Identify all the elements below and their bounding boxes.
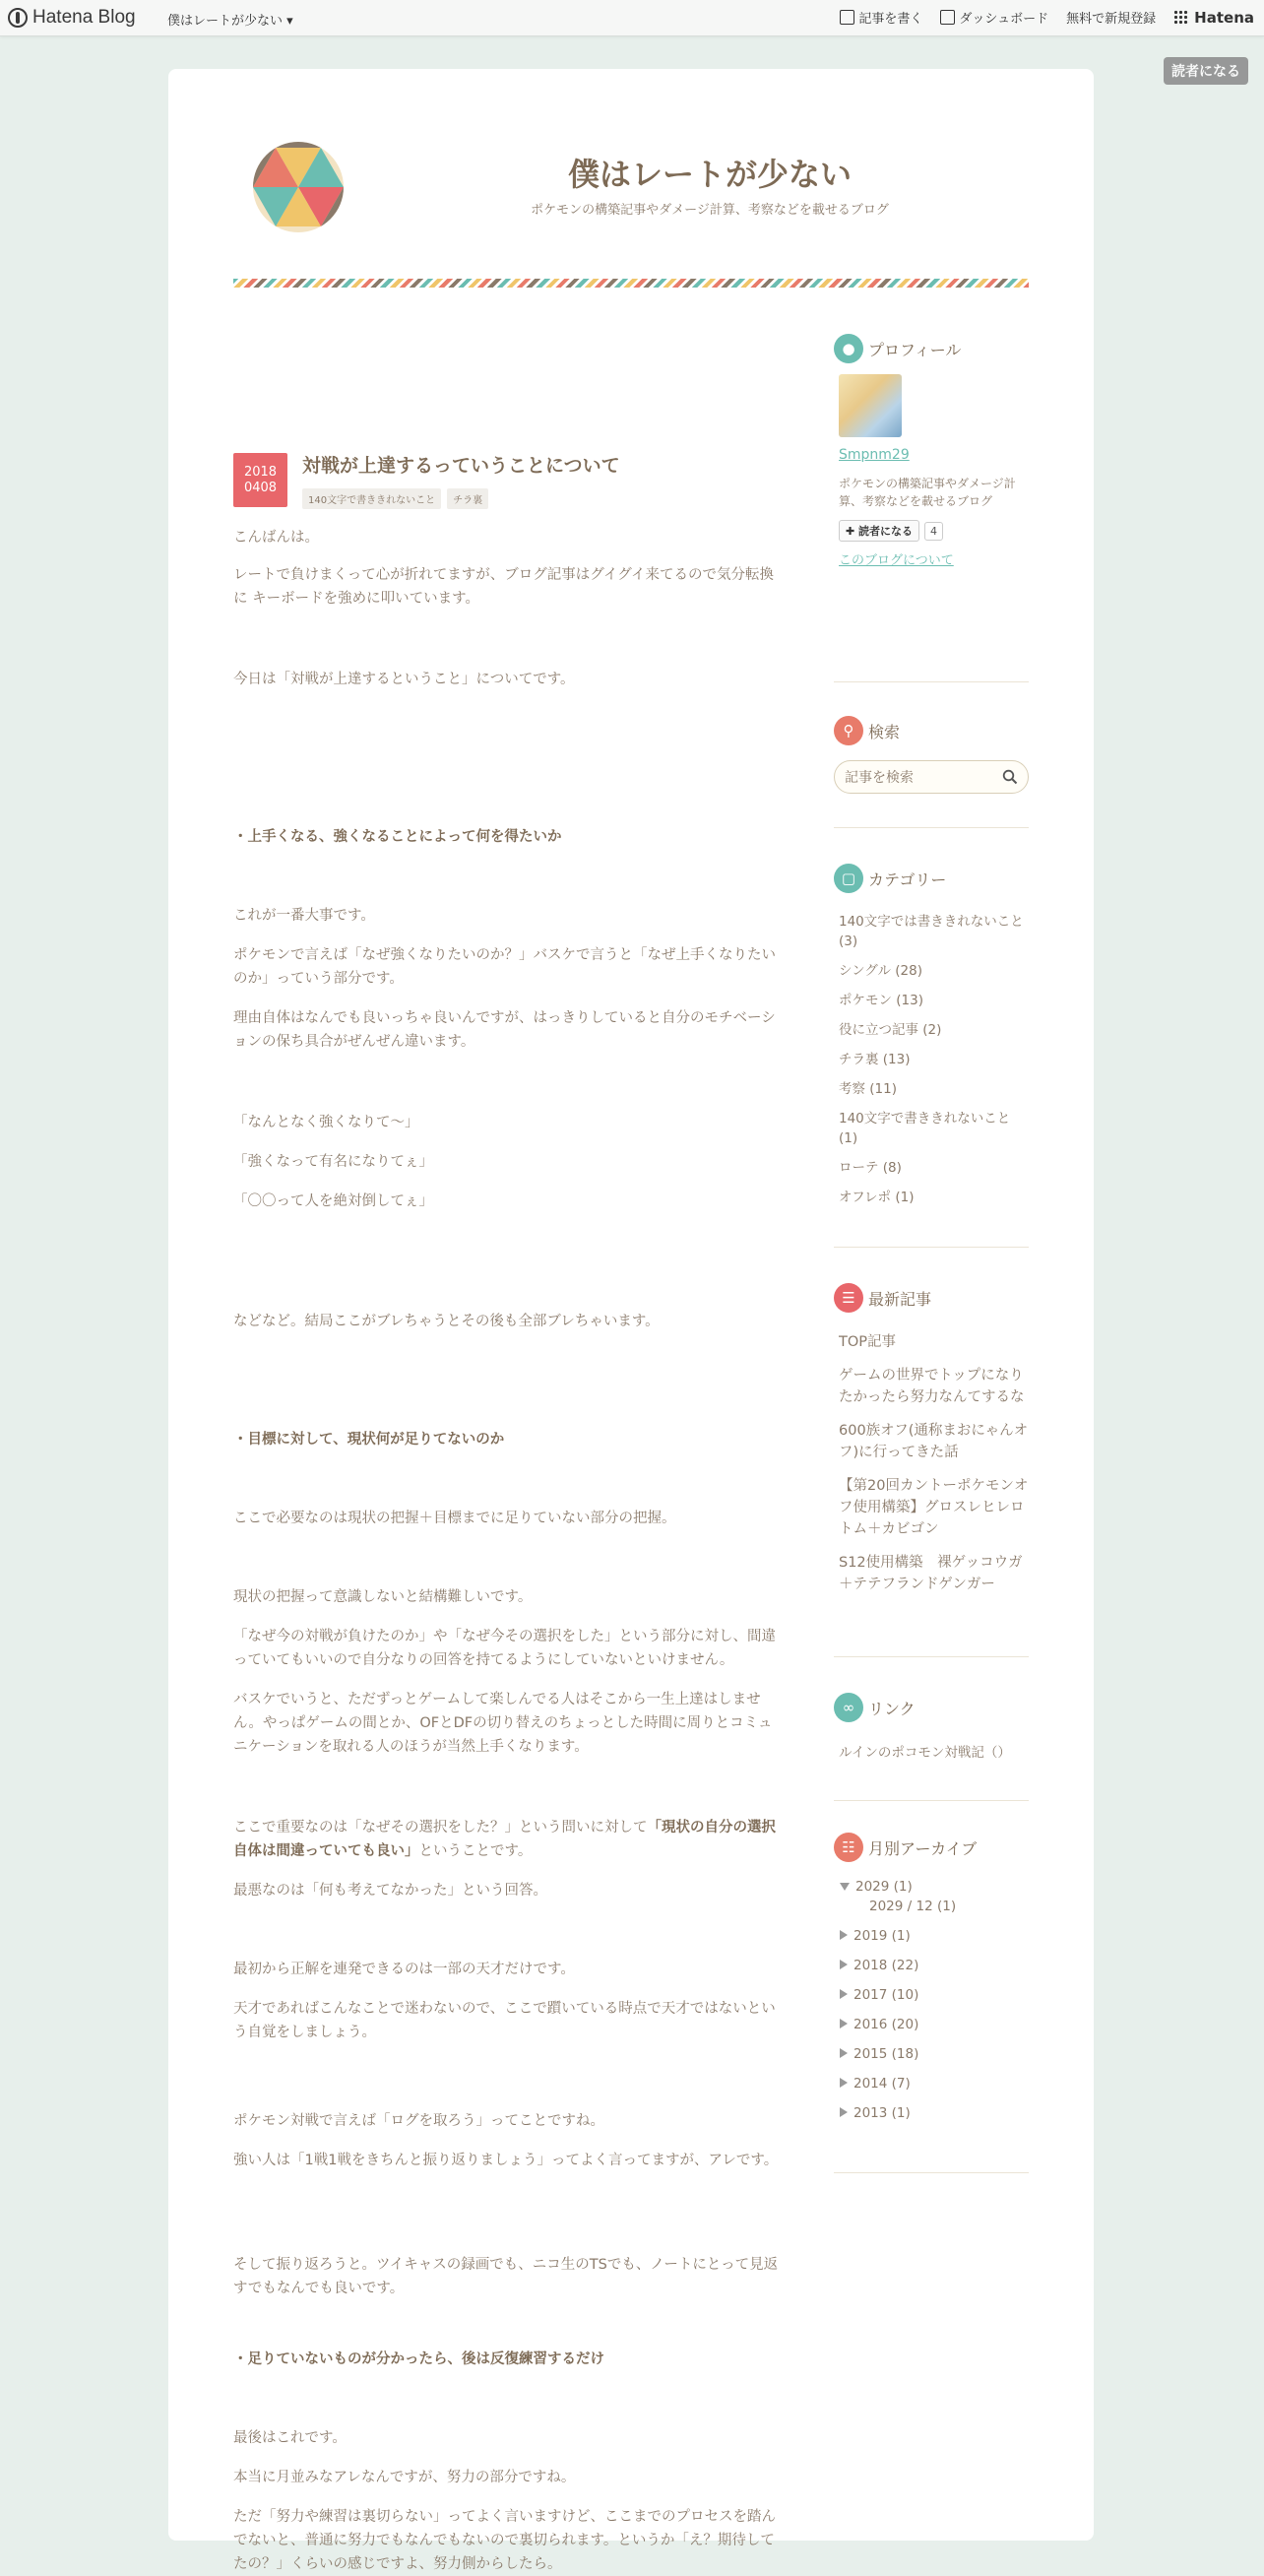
chevron-right-icon	[840, 1960, 848, 1969]
category-item[interactable]: シングル (28)	[839, 963, 922, 979]
search-module	[834, 715, 1029, 794]
entry-category-tag[interactable]: チラ裏	[447, 488, 488, 509]
paragraph: 天才であればこんなことで迷わないので、ここで躓いている時点で天才ではないという自覚をしましょう。	[233, 2001, 776, 2040]
recent-entry-link[interactable]: TOP記事	[839, 1334, 897, 1350]
entry-date[interactable]	[233, 453, 287, 507]
paragraph: 今日は「対戦が上達するということ」についてです。	[233, 672, 575, 687]
archive-year-label: 2015 (18)	[853, 2046, 919, 2062]
subscriber-count: 4	[924, 522, 943, 541]
profile-description: ポケモンの構築記事やダメージ計算、考察などを載せるブログ	[839, 477, 1016, 508]
recent-entry-link[interactable]: 【第20回カントーポケモンオフ使用構築】グロスレヒレロトム＋カビゴン	[839, 1478, 1029, 1537]
paragraph: 「なぜ今の対戦が負けたのか」や「なぜ今その選択をした」という部分に対し、間違っていてもいいので自分なりの回答を持てるようにしていないといけません。	[233, 1629, 776, 1668]
dashboard-label: ダッシュボード	[959, 12, 1049, 27]
magnifier-icon[interactable]	[1002, 769, 1018, 785]
links-module-title	[834, 1692, 1029, 1723]
archive-year[interactable]	[834, 2015, 1029, 2044]
blog-container	[168, 69, 1094, 2572]
dashboard-link[interactable]	[940, 8, 1048, 27]
archive-title-text: 月別アーカイブ	[868, 1838, 978, 1858]
chevron-right-icon	[840, 1989, 848, 1999]
paragraph: ただ「努力や練習は裏切らない」ってよく言いますけど、ここまでのプロセスを踏んでないと、普通に努力でもなんでもないので裏切られます。というか「え？期待してたの？」くらいの感じですよ、努力側からしたら。	[233, 2509, 776, 2572]
paragraph: 理由自体はなんでも良いっちゃ良いんですが、はっきりしていると自分のモチベーションの保ち具合がぜんぜん違います。	[233, 1010, 776, 1050]
recent-entries-module	[834, 1282, 1029, 1607]
archive-module-title	[834, 1832, 1029, 1863]
archive-year-label: 2016 (20)	[853, 2017, 919, 2032]
category-item[interactable]: チラ裏 (13)	[839, 1052, 911, 1067]
archive-year-label: 2013 (1)	[853, 2105, 911, 2121]
category-title-text: カテゴリー	[868, 869, 947, 889]
archive-year-label: 2014 (7)	[853, 2076, 911, 2092]
write-entry-label: 記事を書く	[858, 12, 923, 27]
paragraph: こんばんは。	[233, 530, 319, 546]
paragraph: などなど。結局ここがブレちゃうとその後も全部ブレちゃいます。	[233, 1314, 660, 1329]
folder-icon: ▢	[834, 864, 863, 893]
logo-text: Hatena Blog	[32, 7, 136, 28]
pencil-icon	[840, 10, 854, 25]
blog-description: ポケモンの構築記事やダメージ計算、考察などを載せるブログ	[531, 203, 889, 218]
paragraph: ポケモンで言えば「なぜ強くなりたいのか？」バスケで言うと「なぜ上手くなりたいのか」っていう部分です。	[233, 947, 776, 987]
paragraph	[233, 1816, 781, 1863]
section-heading	[233, 1428, 781, 1451]
archive-year-label: 2019 (1)	[853, 1928, 911, 1944]
recent-entry-link[interactable]: S12使用構築 裸ゲッコウガ＋テテフランドゲンガー	[839, 1555, 1023, 1592]
paragraph: バスケでいうと、ただずっとゲームして楽しんでる人はそこから一生上達はしません。やっぱゲームの間とか、OFとDFの切り替えのちょっとした時間に周りとコミュニケーションを取れる人のほうが当然上手くなります。	[233, 1692, 773, 1755]
category-item[interactable]: 考察 (11)	[839, 1081, 898, 1097]
blog-title[interactable]: 僕はレートが少ない	[567, 156, 852, 193]
paragraph: 本当に月並みなアレなんですが、努力の部分ですね。	[233, 2470, 576, 2485]
search-placeholder: 記事を検索	[845, 770, 914, 786]
header-actions	[822, 8, 1254, 27]
divider	[834, 2172, 1029, 2173]
archive-year[interactable]	[834, 1926, 1029, 1956]
recent-entry-link[interactable]: ゲームの世界でトップになりたかったら努力なんてするな	[839, 1368, 1025, 1405]
archive-year[interactable]	[834, 2074, 1029, 2103]
external-link[interactable]: ルインのポコモン対戦記（）	[839, 1745, 1011, 1761]
category-item[interactable]: オフレポ (1)	[839, 1190, 915, 1205]
links-module	[834, 1692, 1029, 1761]
profile-module	[834, 333, 1029, 568]
entry-category-tag[interactable]: 140文字で書ききれないこと	[302, 488, 441, 509]
paragraph: ここで必要なのは現状の把握＋目標までに足りていない部分の把握。	[233, 1511, 676, 1526]
category-item[interactable]: ローテ (8)	[839, 1160, 902, 1176]
divider	[834, 827, 1029, 828]
search-icon: ⚲	[834, 716, 863, 745]
recent-entry-link[interactable]: 600族オフ(通称まおにゃんオフ)に行ってきた話	[839, 1423, 1029, 1460]
paragraph: 「なんとなく強くなりて～」	[233, 1115, 419, 1130]
paragraph: 最後はこれです。	[233, 2430, 347, 2446]
profile-subscribe-row	[839, 520, 1029, 542]
paragraph-emphasis: 「現状の自分の選択自体は間違っていても良い」	[233, 1820, 776, 1859]
archive-year-label: 2017 (10)	[853, 1987, 919, 2003]
paragraph: 強い人は「1戦1戦をきちんと振り返りましょう」ってよく言ってますが、アレです。	[233, 2153, 779, 2168]
paragraph-text: ここで重要なのは「なぜその選択をした？」という問いに対して	[233, 1820, 648, 1835]
section-heading-text: ・目標に対して、現状何が足りてないのか	[233, 1432, 505, 1448]
hatena-menu[interactable]	[1173, 9, 1254, 27]
recent-module-title	[834, 1282, 1029, 1314]
category-item[interactable]: 140文字では書ききれないこと (3)	[839, 914, 1024, 949]
profile-username-link[interactable]: Smpnm29	[839, 447, 910, 463]
hatena-dots-icon	[1173, 10, 1189, 26]
category-item[interactable]: 役に立つ記事 (2)	[839, 1022, 942, 1038]
divider	[834, 681, 1029, 682]
category-module-title	[834, 863, 1029, 894]
subscribe-button-top[interactable]: 読者になる	[1164, 57, 1248, 85]
signup-link[interactable]: 無料で新規登録	[1066, 12, 1157, 27]
paragraph-text: ということです。	[418, 1843, 533, 1859]
archive-month-link[interactable]: 2029 / 12 (1)	[869, 1899, 957, 1914]
entry-title[interactable]: 対戦が上達するっていうことについて	[302, 455, 620, 477]
chevron-right-icon	[840, 2048, 848, 2058]
archive-year[interactable]	[834, 1985, 1029, 2015]
recent-list	[839, 1331, 1031, 1595]
links-title-text: リンク	[868, 1699, 916, 1718]
archive-module	[834, 1832, 1029, 2133]
category-module	[834, 863, 1029, 1217]
hatena-blog-logo[interactable]	[8, 6, 136, 30]
category-item[interactable]: 140文字で書ききれないこと (1)	[839, 1111, 1011, 1146]
chevron-right-icon	[840, 1930, 848, 1940]
archive-list	[834, 1877, 1029, 2133]
calendar-icon: ☷	[834, 1833, 863, 1862]
header-divider-stripe	[233, 279, 1029, 288]
profile-subscribe-button[interactable]: ✚ 読者になる	[839, 520, 919, 542]
profile-title-text: プロフィール	[868, 340, 962, 359]
person-icon: ●	[834, 334, 863, 363]
divider	[834, 1656, 1029, 1657]
chevron-right-icon	[840, 2078, 848, 2088]
paragraph: 「強くなって有名になりてぇ」	[233, 1154, 433, 1170]
category-list	[839, 912, 1031, 1207]
link-icon: ∞	[834, 1693, 863, 1722]
search-input[interactable]	[834, 760, 1029, 794]
paragraph: ポケモン対戦で言えば「ログを取ろう」ってことですね。	[233, 2113, 604, 2129]
entry-date-monthday: 0408	[243, 480, 278, 495]
paragraph: 「〇〇って人を絶対倒してぇ」	[233, 1193, 433, 1209]
entry-date-year: 2018	[243, 464, 278, 480]
chevron-right-icon	[840, 2019, 848, 2029]
profile-module-title	[834, 333, 1029, 364]
avatar[interactable]	[839, 374, 902, 437]
entry-categories	[302, 488, 494, 509]
section-heading-text: ・足りていないものが分かったら、後は反復練習するだけ	[233, 2351, 604, 2367]
recent-title-text: 最新記事	[868, 1289, 932, 1309]
paragraph: そして振り返ろうと。ツイキャスの録画でも、ニコ生のTSでも、ノートにとって見返すでもなんでも良いです。	[233, 2257, 779, 2296]
write-entry-link[interactable]	[840, 8, 922, 27]
archive-year-label: 2029 (1)	[855, 1879, 913, 1895]
divider	[834, 1800, 1029, 1801]
section-heading	[233, 825, 781, 849]
archive-year[interactable]	[834, 2044, 1029, 2074]
search-title-text: 検索	[868, 722, 901, 741]
document-icon: ☰	[834, 1283, 863, 1313]
paragraph: 現状の把握って意識しないと結構難しいです。	[233, 1589, 533, 1605]
profile-subscribe-label: 読者になる	[858, 525, 914, 538]
divider	[834, 1247, 1029, 1248]
paragraph: 最初から正解を連発できるのは一部の天才だけです。	[233, 1962, 575, 1977]
blog-menu-dropdown[interactable]: 僕はレートが少ない ▾	[167, 14, 293, 29]
section-heading-text: ・上手くなる、強くなることによって何を得たいか	[233, 829, 562, 845]
about-blog-link[interactable]: このブログについて	[839, 553, 954, 568]
section-heading	[233, 2348, 781, 2371]
category-item[interactable]: ポケモン (13)	[839, 993, 924, 1008]
dashboard-icon	[940, 10, 955, 25]
hatena-label: Hatena	[1194, 8, 1254, 27]
archive-year-label: 2018 (22)	[853, 1958, 919, 1973]
paragraph: 最悪なのは「何も考えてなかった」という回答。	[233, 1883, 547, 1899]
archive-year[interactable]	[834, 1956, 1029, 1985]
global-header	[0, 0, 1264, 36]
archive-year[interactable]	[834, 2103, 1029, 2133]
chevron-right-icon	[840, 2107, 848, 2117]
search-module-title	[834, 715, 1029, 746]
paragraph: これが一番大事です。	[233, 908, 375, 924]
paragraph: レートで負けまくって心が折れてますが、ブログ記事はグイグイ来てるので気分転換に キーボードを強めに叩いています。	[233, 567, 774, 607]
hatena-blog-logo-icon	[8, 8, 28, 28]
chevron-down-icon	[840, 1883, 850, 1891]
